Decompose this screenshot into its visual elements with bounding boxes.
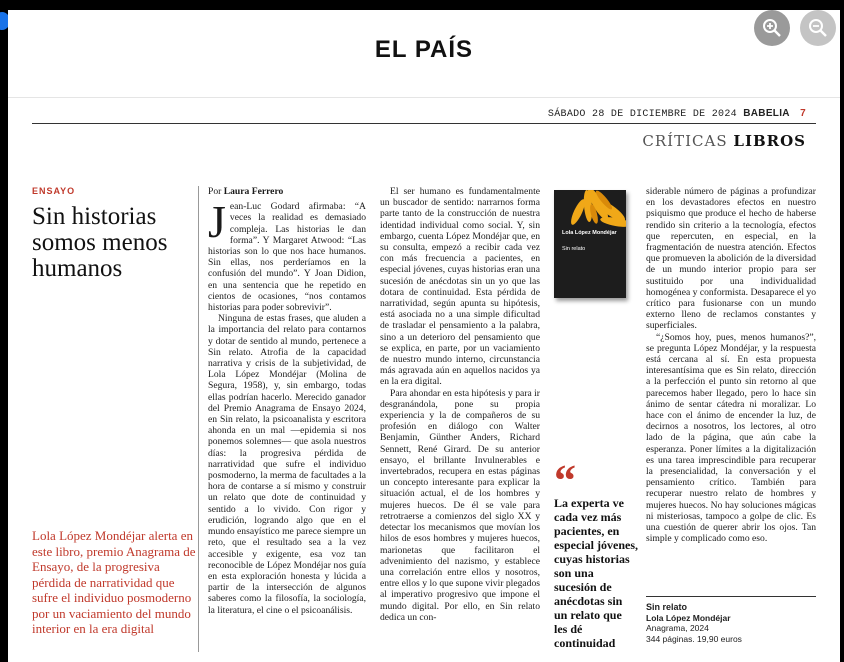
fact-publisher: Anagrama, 2024 xyxy=(646,623,709,633)
article-summary: Lola López Mondéjar alerta en este libro, premio Anagrama de Ensayo, de la progresiva pérdida de narratividad que sufre el individuo posmoderno por un vaciamiento del mundo interior en la era digital xyxy=(32,528,196,636)
byline xyxy=(208,186,366,197)
byline-prefix: Por xyxy=(208,186,222,197)
fact-title: Sin relato xyxy=(646,602,688,612)
paragraph: Para ahondar en esta hipótesis y para ir desgranándola, pone su propia experiencia y la de compañeros de su profesión en diálogo con Walter Benjamin, Günther Anders, Richard Sennett, René Girard. De su anterior ensayo, el brillante Invulnerables e invertebrados, recupera en estas páginas un concepto interesante para explicar la situación actual, el de los hombres y mujeres huecos. De él se vale para retrotraerse a comienzos del siglo XX y detectar los mecanismos que movían los hilos de esos hombres y mujeres huecos, marionetas que facilitaron el advenimiento del nazismo, y establece una correlación entre ellos y nosotros, entre ellos y lo que supone vivir plegados al imperativo progresivo que impone el mundo digital. Por ello, en Sin relato dedica un con- xyxy=(380,387,540,623)
text-column-3 xyxy=(646,186,816,545)
folio-page-number: 7 xyxy=(800,108,806,119)
pull-quote: La experta ve cada vez más pacientes, en especial jóvenes, cuyas historias son una sucesión de anécdotas sin un relato que les dé continuidad xyxy=(554,496,638,650)
section-label: CRÍTICAS xyxy=(642,132,728,150)
zoom-in-icon xyxy=(762,18,782,38)
article-headline: Sin historias somos menos humanos xyxy=(32,203,168,282)
paragraph: “¿Somos hoy, pues, menos humanos?”, se pregunta López Mondéjar, y la respuesta está cercana al sí. En esta propuesta interesantísima que es Sin relato, dirección a la perfección el punto sin retorno al que parecemos haber llegado, pero lo hace sin ánimo de sentar cátedra ni moralizar. Lo hace con el ánimo de encender la luz, de decirnos a nosotros, los lectores, al otro lado de la página, que aún cabe la esperanza. Poner límites a la digitalización es una tarea imprescindible para recuperar la presencialidad, la conversación y el pensamiento crítico. También para recuperar nuestro relato de hombres y mujeres huecos. No hay soluciones mágicas ni misteriosas, tampoco a golpe de clic. Es una cuestión de querer abrir los ojos. Tan simple y complicado como eso. xyxy=(646,331,816,545)
text-column-1 xyxy=(208,186,366,616)
newspaper-page xyxy=(8,10,840,662)
sunflower-petals-icon xyxy=(554,190,626,298)
folio-rule xyxy=(32,123,816,124)
folio-line xyxy=(548,108,806,120)
dropcap: J xyxy=(208,196,226,248)
zoom-out-button[interactable] xyxy=(800,10,836,46)
zoom-out-icon xyxy=(808,18,828,38)
paragraph: siderable número de páginas a profundizar en los devastadores efectos en nuestro psiquismo que produce el hecho de haberse rendido sin criterio a la tecnología, efectos que repercuten, en especial, en la fragmentación de nuestra atención. Efectos que promueven la abolición de la diversidad de un mundo interior propio para ser sustituido por una individualidad homogénea y conformista. Desaparece el yo crítico para fusionarse con un mundo externo lleno de reclamos constantes y superficiales. xyxy=(646,186,816,332)
paragraph: Ninguna de estas frases, que aluden a la importancia del relato para contarnos y dotar de sentido al mundo, pertenece a Sin relato. Atrofia de la capacidad narrativa y crisis de la subjetividad, de Lola López Mondéjar (Molina de Segura, 1958), y, sin embargo, todas ellas podrían hacerlo. Merecido ganador del Premio Anagrama de Ensayo 2024, en Sin relato, la psicoanalista y escritora ahonda en un mal —epidemia si nos ponemos solemnes— que asola nuestros días: la progresiva pérdida de narratividad que sufre el individuo posmoderno, la merma de facultades a la hora de contarse a sí mismo y construir un relato que dote de continuidad y sentido a lo vivido. Con rigor y erudición, logrando algo que en el mundo ensayístico me parece siempre un reto, que el resultado sea a la vez accesible y exigente, esa voz tan reconocible de López Mondéjar nos guía en esta exploración honesta y lúcida a partir de la intersección de algunos saberes como la filosofía, la sociología, la literatura, el cine o el psicoanálisis. xyxy=(208,313,366,616)
byline-author: Laura Ferrero xyxy=(223,186,284,197)
fact-box-rule xyxy=(646,596,816,597)
folio-date: SÁBADO 28 DE DICIEMBRE DE 2024 xyxy=(547,109,737,120)
masthead xyxy=(8,10,840,98)
column-divider xyxy=(198,186,199,652)
zoom-in-button[interactable] xyxy=(754,10,790,46)
masthead-title: EL PAÍS xyxy=(374,36,474,63)
headline-column xyxy=(32,186,202,282)
folio-supplement: BABELIA xyxy=(743,108,790,119)
section-header xyxy=(642,132,806,150)
section-sub: LIBROS xyxy=(733,132,806,150)
book-cover-title: Sin relato xyxy=(562,246,586,252)
fact-details: 344 páginas. 19,90 euros xyxy=(646,633,742,644)
fact-box xyxy=(646,602,816,644)
paragraph: ean-Luc Godard afirmaba: “A veces la realidad es demasiado compleja. Las historias le dan forma”. Y Margaret Atwood: “Las historias son lo que nos hace humanos. Sin ellas, nos perderíamos en la confusión del mundo”. Y Joan Didion, en una sentencia que he repetido en cientos de ocasiones, “nos contamos historias para poder sobrevivir”. xyxy=(208,201,366,314)
book-cover xyxy=(554,190,626,298)
quote-mark-icon: “ xyxy=(554,456,576,505)
fact-author: Lola López Mondéjar xyxy=(646,612,731,623)
article-kicker: ENSAYO xyxy=(32,186,76,196)
book-cover-author: Lola López Mondéjar xyxy=(562,230,617,236)
paragraph: El ser humano es fundamentalmente un buscador de sentido: narrarnos forma parte tanto de la construcción de nuestra identidad individual como social. Y, sin embargo, cuenta López Mondéjar que, en su consulta, empezó a recibir cada vez con más frecuencia a pacientes, en especial jóvenes, cuyas historias eran una sucesión de anécdotas sin un yo que las dotara de continuidad. Esta pérdida de narratividad, según apunta su hipótesis, está asociada no a una simple dificultad de trasladar el pensamiento a la palabra, sino a un deterioro del pensamiento que se explica, en parte, por un vaciamiento de nuestro mundo interno, circunstancia más agravada aún en aquellos nacidos ya en la era digital. xyxy=(380,186,540,388)
text-column-2 xyxy=(380,186,540,623)
